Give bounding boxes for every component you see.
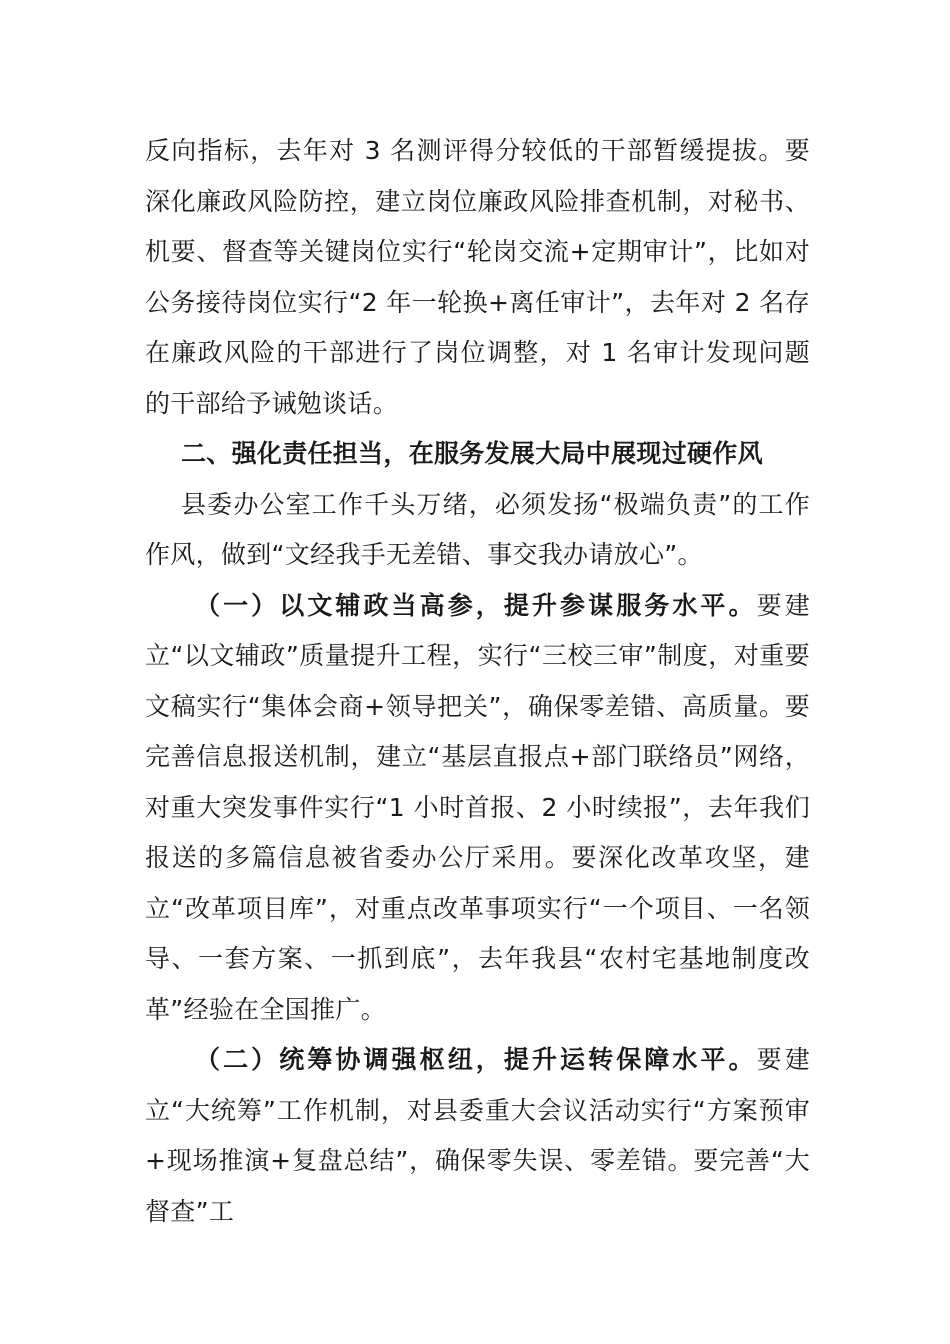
subsection-1-body: 要建立“以文辅政”质量提升工程，实行“三校三审”制度，对重要文稿实行“集体会商+领导把关”，确保零差错、高质量。要完善信息报送机制，建立“基层直报点+部门联络员”网络，对重大突发事件实行“1 小时首报、2 小时续报”，去年我们报送的多篇信息被省委办公厅采用。要深化改革攻坚，建立“改革项目库”，对重点改革事项实行“一个项目、一名领导、一套方案、一抓到底”，去年我县“农村宅基地制度改革”经验在全国推广。	[145, 590, 810, 1024]
subsection-1-paragraph	[145, 581, 810, 1036]
subsection-2-paragraph	[145, 1035, 810, 1237]
subsection-1-title: （一）以文辅政当高参，提升参谋服务水平。	[195, 590, 757, 620]
section-intro-paragraph: 县委办公室工作千头万绪，必须发扬“极端负责”的工作作风，做到“文经我手无差错、事交我办请放心”。	[145, 489, 810, 569]
document-body	[145, 126, 810, 1237]
subsection-2-body: 要建立“大统筹”工作机制，对县委重大会议活动实行“方案预审+现场推演+复盘总结”，确保零失误、零差错。要完善“大督查”工	[145, 1045, 810, 1226]
section-heading-2: 二、强化责任担当，在服务发展大局中展现过硬作风	[181, 439, 763, 468]
paragraph-continuation: 反向指标，去年对 3 名测评得分较低的干部暂缓提拔。要深化廉政风险防控，建立岗位廉政风险排查机制，对秘书、机要、督查等关键岗位实行“轮岗交流+定期审计”，比如对公务接待岗位实行“2 年一轮换+离任审计”，去年对 2 名存在廉政风险的干部进行了岗位调整，对 1 名审计发现问题的干部给予诫勉谈话。	[145, 136, 810, 418]
subsection-2-title: （二）统筹协调强枢纽，提升运转保障水平。	[195, 1045, 757, 1074]
